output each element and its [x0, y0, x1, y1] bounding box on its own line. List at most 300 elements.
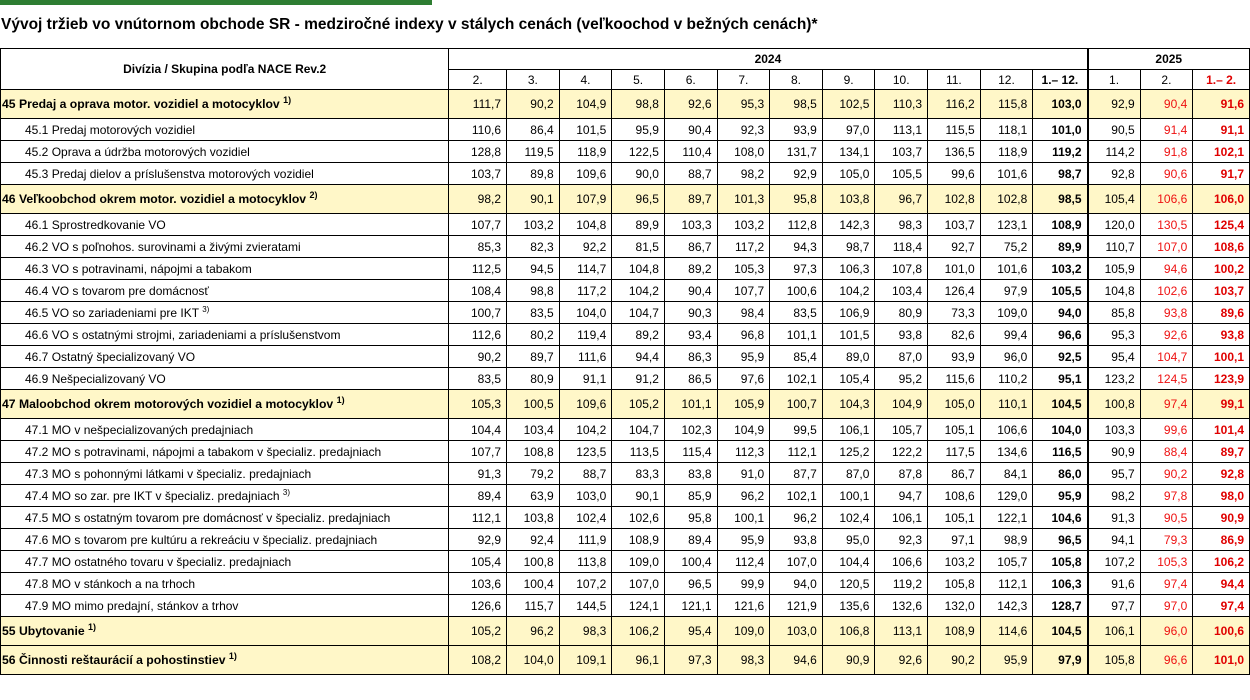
value-cell-2024: 98,3 — [559, 617, 612, 646]
value-cell-2024: 90,2 — [507, 90, 560, 119]
value-cell-2024: 98,3 — [875, 214, 928, 236]
month-header-2024: 4. — [559, 70, 612, 90]
header-row-years — [1, 49, 1250, 70]
total-cell-2024: 96,5 — [1033, 529, 1088, 551]
table-row — [1, 463, 1250, 485]
division-column-header: Divízia / Skupina podľa NACE Rev.2 — [1, 49, 449, 90]
value-cell-2025: 95,3 — [1088, 324, 1141, 346]
value-cell-2024: 98,8 — [612, 90, 665, 119]
value-cell-2024: 102,8 — [980, 185, 1033, 214]
row-label-text: 47.3 MO s pohonnými látkami v špecializ. predajniach — [25, 466, 312, 481]
total-cell-2025: 106,0 — [1193, 185, 1250, 214]
value-cell-2024: 103,3 — [664, 214, 717, 236]
value-cell-2024: 98,5 — [770, 90, 823, 119]
value-cell-2024: 105,3 — [449, 390, 507, 419]
value-cell-2024: 122,1 — [980, 507, 1033, 529]
value-cell-2024: 94,6 — [770, 646, 823, 675]
value-cell-2024: 99,9 — [717, 573, 770, 595]
value-cell-2024: 101,6 — [980, 258, 1033, 280]
section-row — [1, 390, 1250, 419]
total-cell-2024: 108,9 — [1033, 214, 1088, 236]
row-label-text: 56 Činnosti reštaurácií a pohostinstiev — [2, 653, 226, 667]
value-cell-2024: 95,9 — [717, 529, 770, 551]
value-cell-2024: 103,6 — [449, 573, 507, 595]
value-cell-2025: 91,8 — [1140, 141, 1193, 163]
value-cell-2024: 134,1 — [822, 141, 875, 163]
value-cell-2024: 87,0 — [822, 463, 875, 485]
value-cell-2024: 128,8 — [449, 141, 507, 163]
table-row — [1, 214, 1250, 236]
value-cell-2024: 90,1 — [507, 185, 560, 214]
row-label — [1, 485, 449, 507]
total-cell-2024: 104,0 — [1033, 419, 1088, 441]
value-cell-2024: 101,1 — [770, 324, 823, 346]
value-cell-2024: 102,4 — [559, 507, 612, 529]
value-cell-2024: 109,6 — [559, 390, 612, 419]
value-cell-2024: 119,5 — [507, 141, 560, 163]
value-cell-2025: 92,9 — [1088, 90, 1141, 119]
total-cell-2025: 98,0 — [1193, 485, 1250, 507]
value-cell-2024: 82,3 — [507, 236, 560, 258]
value-cell-2024: 102,4 — [822, 507, 875, 529]
value-cell-2024: 119,4 — [559, 324, 612, 346]
value-cell-2024: 101,6 — [980, 163, 1033, 185]
total-cell-2025: 94,4 — [1193, 573, 1250, 595]
value-cell-2024: 108,8 — [507, 441, 560, 463]
row-label — [1, 529, 449, 551]
value-cell-2024: 92,2 — [559, 236, 612, 258]
value-cell-2024: 93,8 — [770, 529, 823, 551]
value-cell-2024: 83,3 — [612, 463, 665, 485]
value-cell-2024: 97,3 — [770, 258, 823, 280]
value-cell-2025: 105,4 — [1088, 185, 1141, 214]
value-cell-2024: 106,9 — [822, 302, 875, 324]
month-header-2024: 10. — [875, 70, 928, 90]
value-cell-2024: 105,0 — [822, 163, 875, 185]
value-cell-2024: 105,4 — [449, 551, 507, 573]
value-cell-2024: 63,9 — [507, 485, 560, 507]
value-cell-2024: 107,7 — [449, 214, 507, 236]
value-cell-2024: 113,5 — [612, 441, 665, 463]
row-label-text: 47.9 MO mimo predajní, stánkov a trhov — [25, 598, 239, 613]
value-cell-2024: 103,8 — [822, 185, 875, 214]
total-cell-2025: 92,8 — [1193, 463, 1250, 485]
row-label — [1, 185, 449, 214]
value-cell-2024: 99,4 — [980, 324, 1033, 346]
row-label-text: 47.6 MO s tovarom pre kultúru a rekreáciu v špecializ. predajniach — [25, 532, 378, 547]
total-cell-2025: 102,1 — [1193, 141, 1250, 163]
table-body — [1, 90, 1250, 675]
row-label — [1, 463, 449, 485]
row-label — [1, 390, 449, 419]
value-cell-2024: 105,1 — [928, 507, 981, 529]
value-cell-2024: 118,1 — [980, 119, 1033, 141]
value-cell-2024: 135,6 — [822, 595, 875, 617]
value-cell-2024: 112,8 — [770, 214, 823, 236]
value-cell-2024: 111,6 — [559, 346, 612, 368]
value-cell-2024: 108,2 — [449, 646, 507, 675]
value-cell-2024: 104,2 — [559, 419, 612, 441]
row-label — [1, 119, 449, 141]
value-cell-2024: 125,2 — [822, 441, 875, 463]
value-cell-2024: 107,0 — [612, 573, 665, 595]
value-cell-2024: 85,9 — [664, 485, 717, 507]
total-cell-2025: 86,9 — [1193, 529, 1250, 551]
value-cell-2025: 97,8 — [1140, 485, 1193, 507]
value-cell-2024: 110,1 — [980, 390, 1033, 419]
value-cell-2024: 113,1 — [875, 617, 928, 646]
table-row — [1, 141, 1250, 163]
value-cell-2024: 109,0 — [980, 302, 1033, 324]
value-cell-2024: 118,4 — [875, 236, 928, 258]
total-cell-2025: 103,7 — [1193, 280, 1250, 302]
value-cell-2024: 89,7 — [507, 346, 560, 368]
value-cell-2024: 89,4 — [664, 529, 717, 551]
value-cell-2024: 101,1 — [664, 390, 717, 419]
month-header-2024: 7. — [717, 70, 770, 90]
month-header-2024: 11. — [928, 70, 981, 90]
total-cell-2025: 93,8 — [1193, 324, 1250, 346]
total-cell-2024: 105,5 — [1033, 280, 1088, 302]
value-cell-2024: 84,1 — [980, 463, 1033, 485]
value-cell-2024: 103,4 — [875, 280, 928, 302]
value-cell-2024: 104,0 — [559, 302, 612, 324]
footnote-marker: 1) — [283, 94, 292, 105]
row-label — [1, 90, 449, 119]
total-cell-2025: 106,2 — [1193, 551, 1250, 573]
value-cell-2024: 103,7 — [449, 163, 507, 185]
value-cell-2024: 86,3 — [664, 346, 717, 368]
row-label-text: 47.4 MO so zar. pre IKT v špecializ. predajniach — [25, 488, 280, 503]
value-cell-2025: 96,6 — [1140, 646, 1193, 675]
value-cell-2024: 100,4 — [507, 573, 560, 595]
value-cell-2024: 106,1 — [822, 419, 875, 441]
row-label-text: 47 Maloobchod okrem motorových vozidiel a motocyklov — [2, 397, 334, 411]
value-cell-2024: 134,6 — [980, 441, 1033, 463]
row-label-text: 46.3 VO s potravinami, nápojmi a tabakom — [25, 261, 252, 276]
value-cell-2024: 94,0 — [770, 573, 823, 595]
value-cell-2024: 96,2 — [770, 507, 823, 529]
value-cell-2024: 103,4 — [507, 419, 560, 441]
month-header-2024: 8. — [770, 70, 823, 90]
total-cell-2025: 100,1 — [1193, 346, 1250, 368]
total-cell-2025: 89,7 — [1193, 441, 1250, 463]
total-cell-2025: 123,9 — [1193, 368, 1250, 390]
value-cell-2024: 95,2 — [875, 368, 928, 390]
row-label — [1, 324, 449, 346]
footnote-marker: 2) — [309, 189, 318, 200]
value-cell-2024: 86,7 — [928, 463, 981, 485]
total-cell-2025: 101,0 — [1193, 646, 1250, 675]
total-cell-2025: 97,4 — [1193, 595, 1250, 617]
value-cell-2025: 90,6 — [1140, 163, 1193, 185]
value-cell-2024: 131,7 — [770, 141, 823, 163]
value-cell-2024: 80,2 — [507, 324, 560, 346]
value-cell-2024: 109,6 — [559, 163, 612, 185]
value-cell-2024: 91,2 — [612, 368, 665, 390]
value-cell-2024: 108,6 — [928, 485, 981, 507]
value-cell-2024: 99,5 — [770, 419, 823, 441]
value-cell-2024: 95,9 — [717, 346, 770, 368]
page-title: Vývoj tržieb vo vnútornom obchode SR - medziročné indexy v stálych cenách (veľkoochod v bežných cenách)* — [1, 16, 818, 33]
value-cell-2025: 99,6 — [1140, 419, 1193, 441]
value-cell-2024: 129,0 — [980, 485, 1033, 507]
value-cell-2024: 90,2 — [928, 646, 981, 675]
value-cell-2024: 105,2 — [612, 390, 665, 419]
value-cell-2025: 107,2 — [1088, 551, 1141, 573]
value-cell-2024: 79,2 — [507, 463, 560, 485]
value-cell-2024: 96,5 — [612, 185, 665, 214]
row-label-text: 45.2 Oprava a údržba motorových vozidiel — [25, 144, 250, 159]
value-cell-2024: 106,6 — [875, 551, 928, 573]
value-cell-2024: 92,6 — [875, 646, 928, 675]
value-cell-2024: 97,3 — [664, 646, 717, 675]
row-label-text: 45.1 Predaj motorových vozidiel — [25, 122, 196, 137]
value-cell-2024: 98,9 — [980, 529, 1033, 551]
value-cell-2024: 108,9 — [612, 529, 665, 551]
value-cell-2024: 108,9 — [928, 617, 981, 646]
total-cell-2024: 94,0 — [1033, 302, 1088, 324]
value-cell-2025: 97,0 — [1140, 595, 1193, 617]
value-cell-2024: 113,1 — [875, 119, 928, 141]
row-label-text: 46.5 VO so zariadeniami pre IKT — [25, 305, 199, 320]
section-row — [1, 617, 1250, 646]
row-label — [1, 551, 449, 573]
total-cell-2025: 108,6 — [1193, 236, 1250, 258]
value-cell-2024: 123,1 — [980, 214, 1033, 236]
value-cell-2024: 102,5 — [822, 90, 875, 119]
month-header-2024: 5. — [612, 70, 665, 90]
month-header-2024: 6. — [664, 70, 717, 90]
value-cell-2024: 112,3 — [717, 441, 770, 463]
value-cell-2024: 96,7 — [875, 185, 928, 214]
value-cell-2024: 85,4 — [770, 346, 823, 368]
value-cell-2025: 105,9 — [1088, 258, 1141, 280]
value-cell-2024: 98,7 — [822, 236, 875, 258]
total-cell-2025: 91,6 — [1193, 90, 1250, 119]
value-cell-2024: 101,5 — [822, 324, 875, 346]
value-cell-2024: 118,9 — [980, 141, 1033, 163]
value-cell-2024: 104,4 — [822, 551, 875, 573]
value-cell-2025: 130,5 — [1140, 214, 1193, 236]
row-label — [1, 280, 449, 302]
value-cell-2024: 88,7 — [664, 163, 717, 185]
row-label — [1, 573, 449, 595]
row-label — [1, 214, 449, 236]
row-label — [1, 368, 449, 390]
total-header-2025: 1.– 2. — [1193, 70, 1250, 90]
value-cell-2024: 132,0 — [928, 595, 981, 617]
section-row — [1, 646, 1250, 675]
value-cell-2024: 116,2 — [928, 90, 981, 119]
value-cell-2025: 100,8 — [1088, 390, 1141, 419]
value-cell-2024: 104,2 — [822, 280, 875, 302]
row-label — [1, 163, 449, 185]
value-cell-2024: 115,6 — [928, 368, 981, 390]
value-cell-2024: 100,1 — [717, 507, 770, 529]
value-cell-2025: 102,6 — [1140, 280, 1193, 302]
table-row — [1, 573, 1250, 595]
total-cell-2024: 86,0 — [1033, 463, 1088, 485]
value-cell-2024: 109,1 — [559, 646, 612, 675]
value-cell-2025: 92,6 — [1140, 324, 1193, 346]
table-row — [1, 324, 1250, 346]
value-cell-2024: 104,8 — [559, 214, 612, 236]
value-cell-2024: 108,4 — [449, 280, 507, 302]
section-row — [1, 185, 1250, 214]
row-label-text: 47.1 MO v nešpecializovaných predajniach — [25, 422, 254, 437]
value-cell-2024: 107,7 — [449, 441, 507, 463]
value-cell-2024: 90,3 — [664, 302, 717, 324]
value-cell-2024: 98,2 — [449, 185, 507, 214]
month-header-2025: 2. — [1140, 70, 1193, 90]
value-cell-2024: 112,1 — [770, 441, 823, 463]
value-cell-2024: 87,0 — [875, 346, 928, 368]
value-cell-2025: 97,4 — [1140, 390, 1193, 419]
value-cell-2024: 98,8 — [507, 280, 560, 302]
title-accent-bar — [0, 0, 432, 5]
value-cell-2024: 95,8 — [664, 507, 717, 529]
row-label-text: 47.2 MO s potravinami, nápojmi a tabakom v špecializ. predajniach — [25, 444, 382, 459]
row-label — [1, 419, 449, 441]
row-label-text: 46.9 Nešpecializovaný VO — [25, 371, 166, 386]
value-cell-2024: 120,5 — [822, 573, 875, 595]
value-cell-2024: 75,2 — [980, 236, 1033, 258]
value-cell-2025: 104,8 — [1088, 280, 1141, 302]
value-cell-2025: 88,4 — [1140, 441, 1193, 463]
value-cell-2025: 90,5 — [1088, 119, 1141, 141]
table-row — [1, 529, 1250, 551]
value-cell-2024: 114,6 — [980, 617, 1033, 646]
total-cell-2024: 97,9 — [1033, 646, 1088, 675]
value-cell-2024: 104,9 — [559, 90, 612, 119]
row-label-text: 47.8 MO v stánkoch a na trhoch — [25, 576, 196, 591]
value-cell-2024: 102,1 — [770, 368, 823, 390]
value-cell-2025: 110,7 — [1088, 236, 1141, 258]
value-cell-2024: 85,3 — [449, 236, 507, 258]
value-cell-2024: 101,3 — [717, 185, 770, 214]
row-label — [1, 302, 449, 324]
total-cell-2024: 98,7 — [1033, 163, 1088, 185]
total-cell-2025: 100,2 — [1193, 258, 1250, 280]
value-cell-2024: 111,9 — [559, 529, 612, 551]
value-cell-2024: 89,2 — [612, 324, 665, 346]
footnote-marker: 1) — [88, 621, 97, 632]
value-cell-2025: 103,3 — [1088, 419, 1141, 441]
row-label-text: 46 Veľkoobchod okrem motor. vozidiel a motocyklov — [2, 192, 307, 206]
value-cell-2025: 91,4 — [1140, 119, 1193, 141]
value-cell-2024: 112,1 — [449, 507, 507, 529]
total-cell-2024: 96,6 — [1033, 324, 1088, 346]
value-cell-2024: 81,5 — [612, 236, 665, 258]
value-cell-2024: 112,1 — [980, 573, 1033, 595]
value-cell-2024: 89,0 — [822, 346, 875, 368]
value-cell-2024: 103,7 — [928, 214, 981, 236]
row-label — [1, 236, 449, 258]
value-cell-2024: 96,8 — [717, 324, 770, 346]
row-label — [1, 141, 449, 163]
month-header-2024: 3. — [507, 70, 560, 90]
value-cell-2024: 100,6 — [770, 280, 823, 302]
total-cell-2024: 95,9 — [1033, 485, 1088, 507]
value-cell-2024: 89,7 — [664, 185, 717, 214]
value-cell-2024: 101,0 — [928, 258, 981, 280]
table-row — [1, 441, 1250, 463]
value-cell-2024: 114,7 — [559, 258, 612, 280]
table-row — [1, 551, 1250, 573]
value-cell-2025: 90,4 — [1140, 90, 1193, 119]
value-cell-2024: 90,0 — [612, 163, 665, 185]
row-label-text: 45.3 Predaj dielov a príslušenstva motorových vozidiel — [25, 166, 314, 181]
value-cell-2024: 110,2 — [980, 368, 1033, 390]
value-cell-2024: 82,6 — [928, 324, 981, 346]
value-cell-2024: 96,2 — [507, 617, 560, 646]
value-cell-2025: 90,2 — [1140, 463, 1193, 485]
total-cell-2025: 125,4 — [1193, 214, 1250, 236]
total-cell-2024: 89,9 — [1033, 236, 1088, 258]
value-cell-2025: 91,3 — [1088, 507, 1141, 529]
footnote-marker: 1) — [228, 650, 237, 661]
value-cell-2024: 104,9 — [875, 390, 928, 419]
value-cell-2024: 103,0 — [770, 617, 823, 646]
value-cell-2024: 104,9 — [717, 419, 770, 441]
value-cell-2025: 96,0 — [1140, 617, 1193, 646]
value-cell-2024: 95,8 — [770, 185, 823, 214]
value-cell-2024: 98,2 — [717, 163, 770, 185]
value-cell-2024: 95,9 — [980, 646, 1033, 675]
value-cell-2024: 99,6 — [928, 163, 981, 185]
value-cell-2024: 142,3 — [822, 214, 875, 236]
value-cell-2024: 119,2 — [875, 573, 928, 595]
total-cell-2025: 90,9 — [1193, 507, 1250, 529]
value-cell-2025: 105,8 — [1088, 646, 1141, 675]
row-label-text: 46.4 VO s tovarom pre domácnosť — [25, 283, 209, 298]
month-header-2024: 2. — [449, 70, 507, 90]
row-label-text: 46.2 VO s poľnohos. surovinami a živými zvieratami — [25, 239, 301, 254]
value-cell-2024: 96,1 — [612, 646, 665, 675]
value-cell-2024: 96,5 — [664, 573, 717, 595]
value-cell-2024: 90,1 — [612, 485, 665, 507]
month-header-2024: 9. — [822, 70, 875, 90]
total-cell-2024: 92,5 — [1033, 346, 1088, 368]
value-cell-2024: 88,7 — [559, 463, 612, 485]
value-cell-2024: 86,4 — [507, 119, 560, 141]
value-cell-2024: 104,7 — [612, 302, 665, 324]
value-cell-2024: 92,3 — [875, 529, 928, 551]
value-cell-2025: 92,8 — [1088, 163, 1141, 185]
value-cell-2024: 105,1 — [928, 419, 981, 441]
table-row — [1, 507, 1250, 529]
value-cell-2025: 97,7 — [1088, 595, 1141, 617]
value-cell-2024: 97,0 — [822, 119, 875, 141]
value-cell-2024: 94,5 — [507, 258, 560, 280]
value-cell-2024: 104,7 — [612, 419, 665, 441]
value-cell-2024: 106,6 — [980, 419, 1033, 441]
value-cell-2024: 103,7 — [875, 141, 928, 163]
value-cell-2024: 90,9 — [822, 646, 875, 675]
year-2025-header: 2025 — [1088, 49, 1250, 70]
footnote-marker: 3) — [282, 487, 291, 497]
value-cell-2024: 83,5 — [449, 368, 507, 390]
value-cell-2024: 107,9 — [559, 185, 612, 214]
value-cell-2025: 123,2 — [1088, 368, 1141, 390]
value-cell-2024: 94,7 — [875, 485, 928, 507]
value-cell-2024: 124,1 — [612, 595, 665, 617]
value-cell-2024: 109,0 — [612, 551, 665, 573]
total-cell-2024: 116,5 — [1033, 441, 1088, 463]
value-cell-2024: 100,4 — [664, 551, 717, 573]
row-label — [1, 617, 449, 646]
